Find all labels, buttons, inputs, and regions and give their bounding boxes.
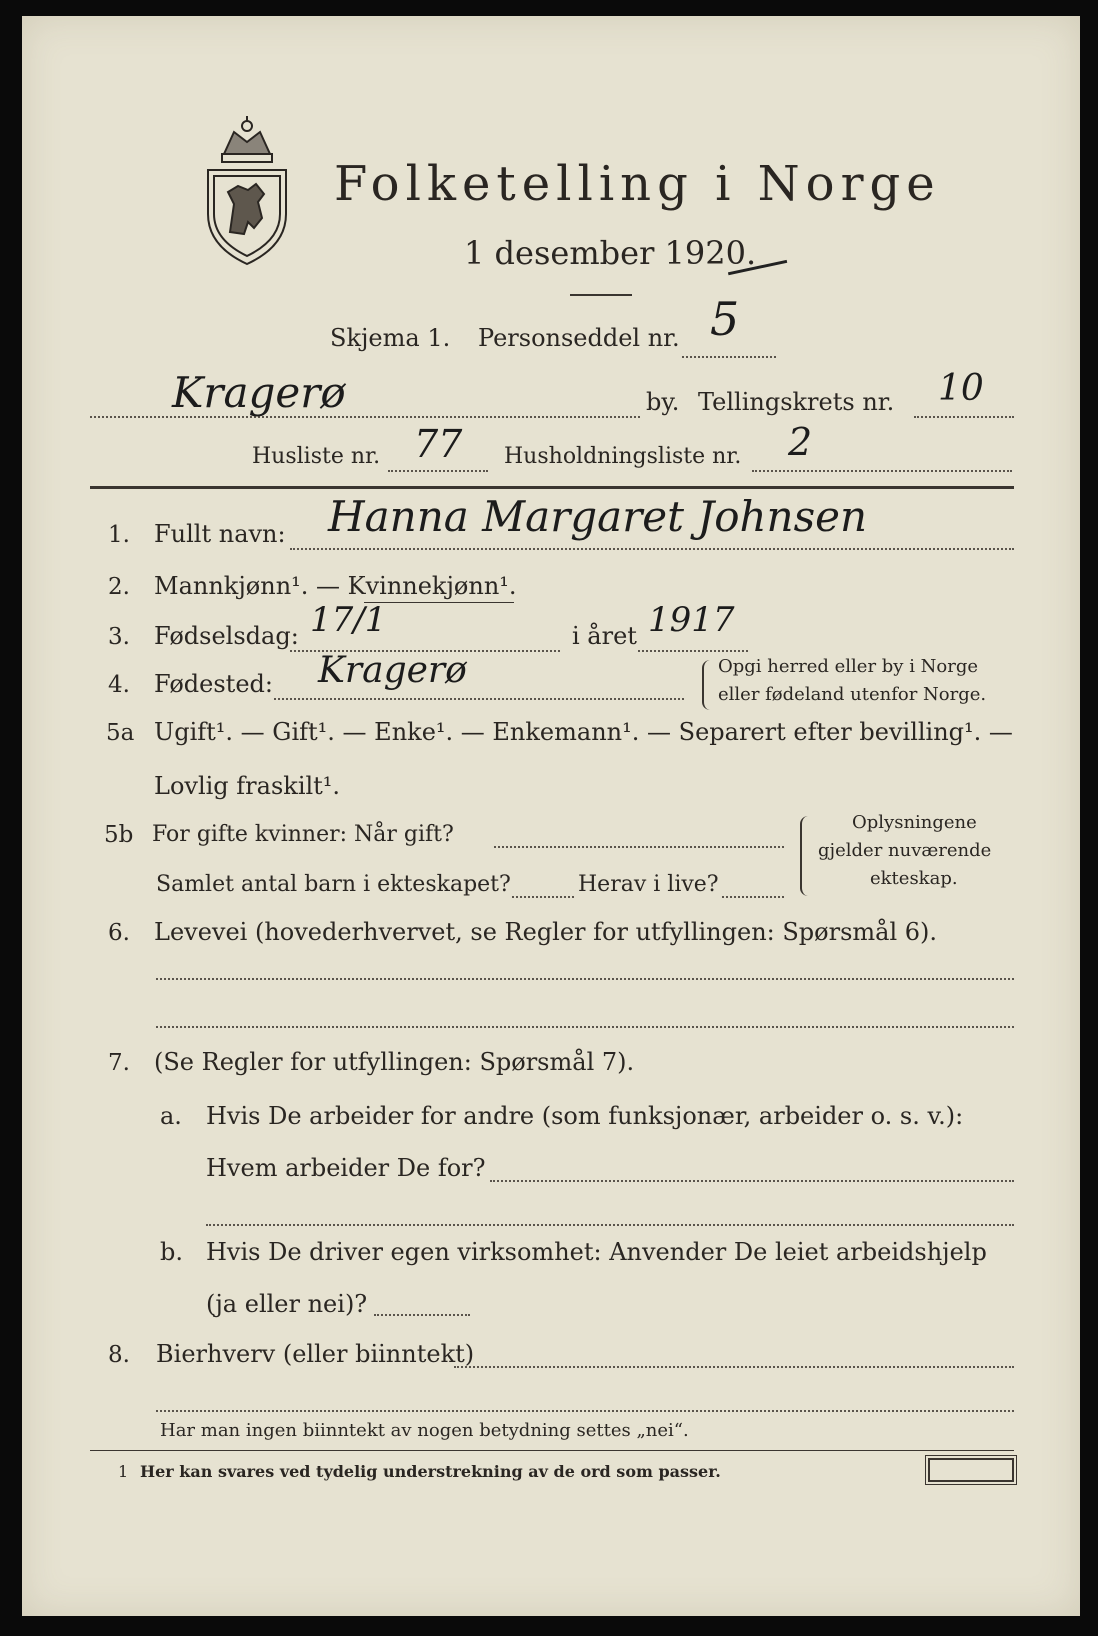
q5b-number: 5b [104, 822, 134, 848]
q4-note-line2: eller fødeland utenfor Norge. [718, 684, 987, 705]
q6-field-line-1 [156, 978, 1014, 980]
q4-number: 4. [108, 672, 130, 698]
footnote-mark: 1 [118, 1462, 129, 1481]
husliste-field-line [388, 470, 488, 472]
schema-label: Skjema 1. [330, 324, 451, 352]
q3-number: 3. [108, 624, 130, 650]
q2-gender-options: Mannkjønn¹. — Kvinnekjønn¹. [154, 572, 517, 600]
q4-label: Fødested: [154, 670, 273, 698]
q5a-marital-options: Ugift¹. — Gift¹. — Enke¹. — Enkemann¹. — Separert efter bevilling¹. — [154, 718, 1013, 746]
q1-field-line [290, 548, 1014, 550]
q5b-children-label: Samlet antal barn i ekteskapet? [156, 872, 511, 897]
q3-birthday-value[interactable]: 17/1 [310, 600, 387, 640]
q7a-employer-field-line-2 [206, 1224, 1014, 1226]
q7-number: 7. [108, 1050, 130, 1076]
footer-note: Har man ingen biinntekt av nogen betydning settes „nei“. [160, 1420, 689, 1441]
printer-mark [928, 1458, 1014, 1482]
husholdningsliste-value[interactable]: 2 [788, 420, 813, 464]
q5b-note-line3: ekteskap. [870, 868, 958, 889]
q8-field-line-2 [156, 1410, 1014, 1412]
q7a-employer-label: Hvem arbeider De for? [206, 1154, 486, 1182]
q1-number: 1. [108, 522, 130, 548]
q7a-letter: a. [160, 1102, 182, 1130]
q1-label: Fullt navn: [154, 520, 286, 548]
tellingskrets-label: Tellingskrets nr. [698, 388, 895, 416]
q5b-note-line1: Oplysningene [852, 812, 977, 833]
q2-number: 2. [108, 574, 130, 600]
coat-of-arms-icon [204, 114, 290, 266]
husliste-value[interactable]: 77 [414, 422, 463, 466]
q5b-alive-field-line [722, 896, 784, 898]
husholdningsliste-label: Husholdningsliste nr. [504, 444, 742, 469]
q7b-field-line [374, 1314, 470, 1316]
q4-birthplace-value[interactable]: Kragerø [318, 650, 467, 691]
q5b-brace [800, 816, 810, 896]
q5b-children-field-line [512, 896, 574, 898]
q2-underline-kvinnekjonn [364, 602, 514, 603]
q5a-marital-options-cont: Lovlig fraskilt¹. [154, 772, 341, 800]
tellingskrets-field-line [914, 416, 1014, 418]
q4-field-line [274, 698, 684, 700]
city-value[interactable]: Kragerø [172, 368, 346, 417]
footer-separator [90, 1450, 1014, 1451]
q8-field-line [454, 1366, 1014, 1368]
q5b-married-field-line [494, 846, 784, 848]
q6-label: Levevei (hovederhvervet, se Regler for utfyllingen: Spørsmål 6). [154, 918, 938, 946]
tellingskrets-value[interactable]: 10 [938, 368, 984, 409]
husholdningsliste-field-line [752, 470, 1012, 472]
q6-field-line-2 [156, 1026, 1014, 1028]
q7-label: (Se Regler for utfyllingen: Spørsmål 7). [154, 1048, 635, 1076]
q8-label: Bierhverv (eller biinntekt) [156, 1340, 475, 1368]
q7a-employer-field-line [490, 1180, 1014, 1182]
by-label: by. [646, 388, 680, 416]
q5b-note-line2: gjelder nuværende [818, 840, 992, 861]
q4-brace [702, 660, 712, 710]
personseddel-field-line [682, 356, 776, 358]
q7a-question: Hvis De arbeider for andre (som funksjonær, arbeider o. s. v.): [206, 1102, 964, 1130]
q5a-number: 5a [106, 720, 135, 746]
q3-year-value[interactable]: 1917 [648, 600, 735, 640]
census-form-page [22, 16, 1080, 1616]
personseddel-value[interactable]: 5 [710, 292, 740, 346]
q3-year-label: i året [572, 622, 637, 650]
husliste-label: Husliste nr. [252, 444, 381, 469]
title-divider [570, 294, 632, 296]
q4-note-line1: Opgi herred eller by i Norge [718, 656, 979, 677]
form-title: Folketelling i Norge [334, 156, 941, 212]
q7b-ja-nei-label: (ja eller nei)? [206, 1290, 368, 1318]
q6-number: 6. [108, 920, 130, 946]
q7b-question: Hvis De driver egen virksomhet: Anvender De leiet arbeidshjelp [206, 1238, 987, 1266]
personseddel-label: Personseddel nr. [478, 324, 680, 352]
q8-number: 8. [108, 1342, 130, 1368]
q3-year-field-line [638, 650, 748, 652]
q1-full-name-value[interactable]: Hanna Margaret Johnsen [328, 492, 868, 541]
q3-label: Fødselsdag: [154, 622, 299, 650]
footnote-text: Her kan svares ved tydelig understrekning av de ord som passer. [140, 1462, 721, 1481]
q5b-alive-label: Herav i live? [578, 872, 719, 897]
census-date: 1 desember 1920. [464, 234, 757, 272]
q5b-married-label: For gifte kvinner: Når gift? [152, 822, 454, 847]
q7b-letter: b. [160, 1238, 183, 1266]
header-separator [90, 486, 1014, 489]
